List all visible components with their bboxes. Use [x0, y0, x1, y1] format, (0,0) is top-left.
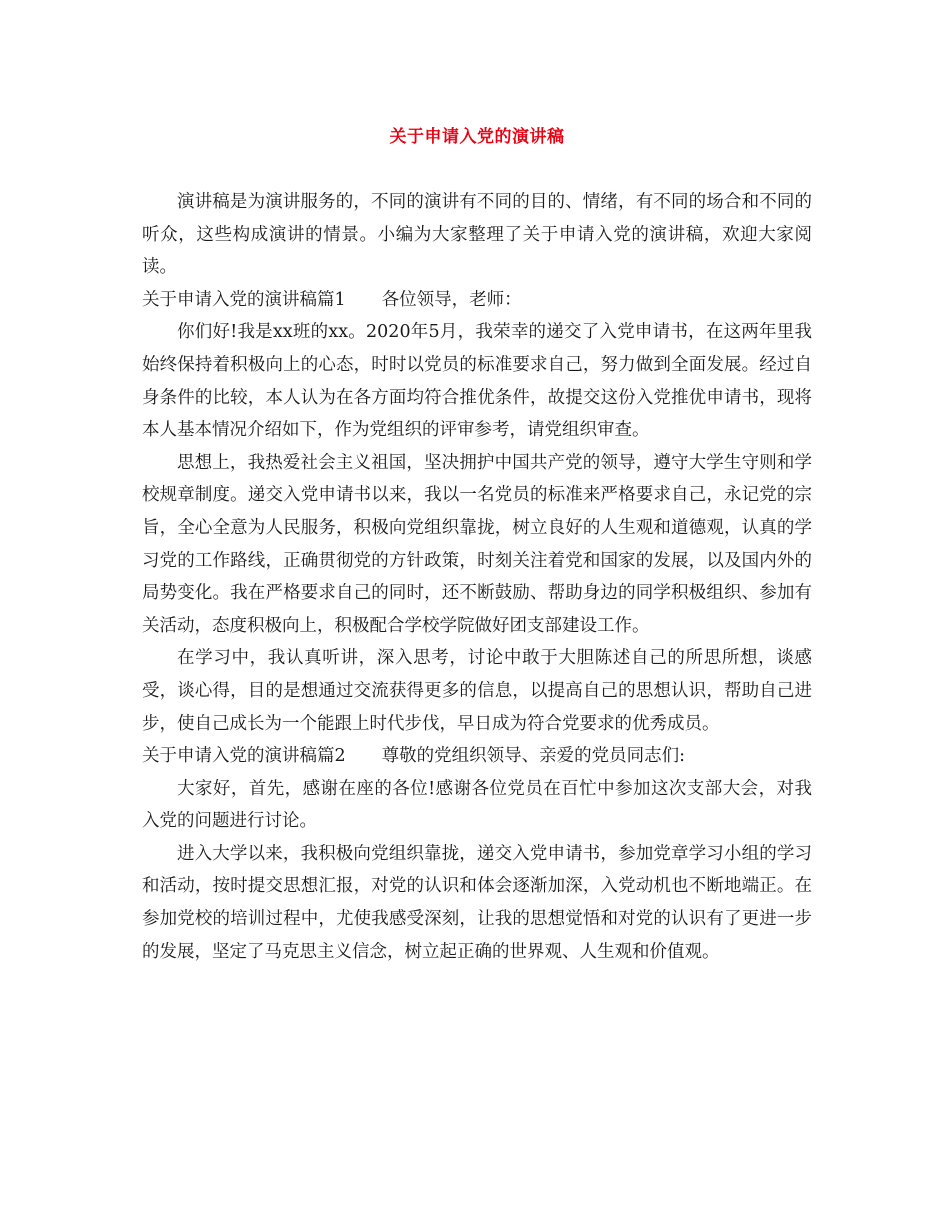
document-title: 关于申请入党的演讲稿	[389, 127, 565, 147]
body-paragraph: 你们好!我是xx班的xx。2020年5月，我荣幸的递交了入党申请书，在这两年里我始终保持着积极向上的心态，时时以党员的标准要求自己，努力做到全面发展。经过自身条件的比较，本人认为在各方面均符合推优条件，故提交这份入党推优申请书，现将本人基本情况介绍如下，作为党组织的评审参考，请党组织审查。	[142, 322, 812, 441]
section-salutation-2: 尊敬的党组织领导、亲爱的党员同志们:	[381, 746, 686, 767]
section-title-2: 关于申请入党的演讲稿篇2	[142, 746, 346, 767]
body-paragraph: 思想上，我热爱社会主义祖国，坚决拥护中国共产党的领导，遵守大学生守则和学校规章制度。递交入党申请书以来，我以一名党员的标准来严格要求自己，永记党的宗旨，全心全意为人民服务，积极向党组织靠拢，树立良好的人生观和道德观，认真的学习党的工作路线，正确贯彻党的方针政策，时刻关注着党和国家的发展，以及国内外的局势变化。我在严格要求自己的同时，还不断鼓励、帮助身边的同学积极组织、参加有关活动，态度积极向上，积极配合学校学院做好团支部建设工作。	[142, 452, 812, 636]
body-paragraph: 在学习中，我认真听讲，深入思考，讨论中敢于大胆陈述自己的所思所想，谈感受，谈心得，目的是想通过交流获得更多的信息，以提高自己的思想认识，帮助自己进步，使自己成长为一个能跟上时代步伐，早日成为符合党要求的优秀成员。	[142, 648, 812, 734]
intro-paragraph: 演讲稿是为演讲服务的，不同的演讲有不同的目的、情绪，有不同的场合和不同的听众，这些构成演讲的情景。小编为大家整理了关于申请入党的演讲稿，欢迎大家阅读。	[142, 192, 812, 278]
section-salutation-1: 各位领导，老师：	[381, 289, 522, 310]
body-paragraph: 大家好，首先，感谢在座的各位!感谢各位党员在百忙中参加这次支部大会，对我入党的问题进行讨论。	[142, 778, 812, 832]
section-heading-2	[142, 740, 812, 773]
section-heading-1	[142, 284, 812, 317]
section-title-1: 关于申请入党的演讲稿篇1	[142, 289, 346, 310]
document-body	[142, 186, 812, 968]
body-paragraph: 进入大学以来，我积极向党组织靠拢，递交入党申请书，参加党章学习小组的学习和活动，按时提交思想汇报，对党的认识和体会逐渐加深，入党动机也不断地端正。在参加党校的培训过程中，尤使我感受深刻，让我的思想觉悟和对党的认识有了更进一步的发展，坚定了马克思主义信念，树立起正确的世界观、人生观和价值观。	[142, 843, 812, 962]
